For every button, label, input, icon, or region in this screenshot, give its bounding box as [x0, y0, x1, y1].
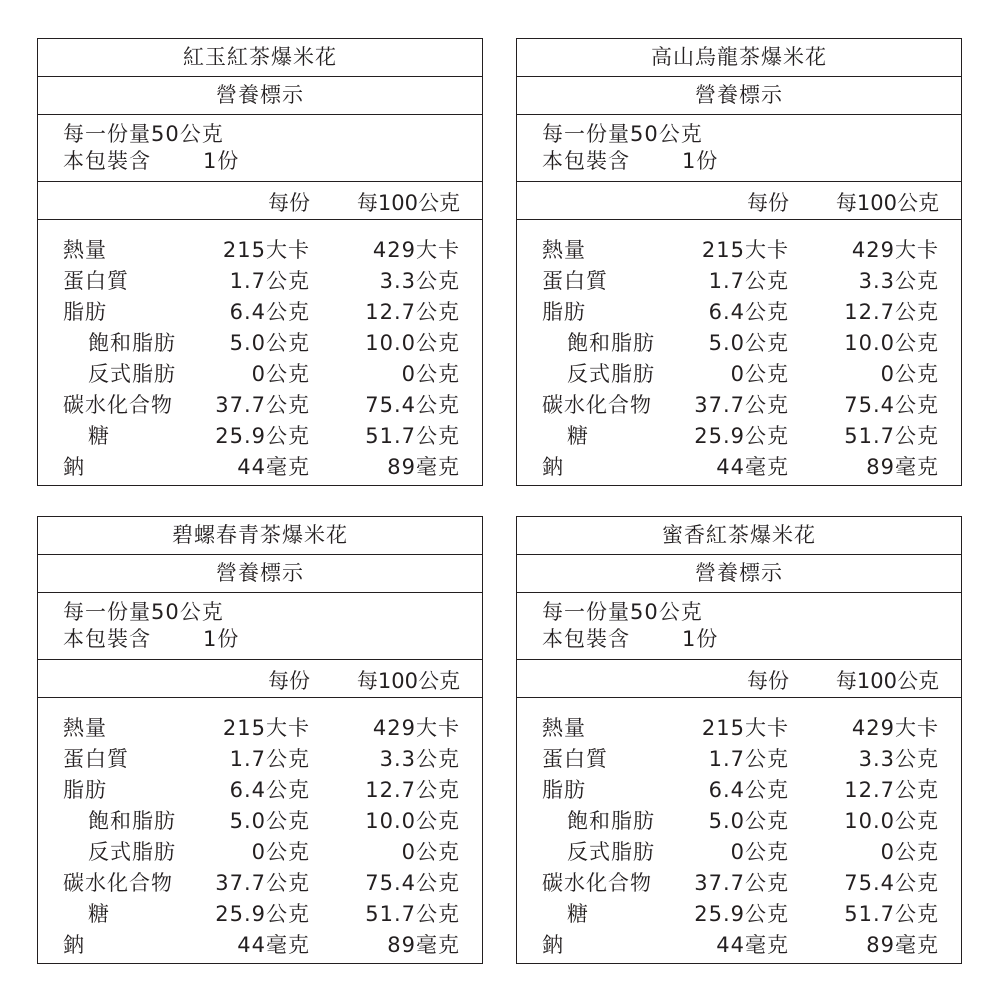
per-100g-value: 0公克 [880, 840, 939, 864]
nutrient-row [38, 741, 482, 772]
per-100g-value: 89毫克 [387, 933, 460, 957]
nutrient-row [38, 896, 482, 927]
servings-per-package-label: 本包裝含 [542, 149, 630, 173]
per-100g-value: 10.0公克 [365, 809, 460, 833]
per-100g-value: 12.7公克 [365, 300, 460, 324]
per-serving-value: 215大卡 [701, 238, 789, 262]
nutrition-panel-1 [37, 38, 483, 486]
nutrition-facts-heading: 營養標示 [517, 77, 961, 115]
servings-per-package-value: 1份 [682, 149, 719, 173]
nutrient-rows [38, 220, 482, 480]
per-serving-value: 6.4公克 [229, 778, 310, 802]
nutrient-label: 脂肪 [63, 778, 107, 802]
nutrient-label: 鈉 [63, 455, 85, 479]
nutrient-row [38, 418, 482, 449]
nutrient-label: 碳水化合物 [63, 393, 173, 417]
per-100g-value: 12.7公克 [844, 778, 939, 802]
nutrient-label: 鈉 [63, 933, 85, 957]
nutrient-label: 糖 [567, 902, 589, 926]
per-100g-value: 429大卡 [851, 238, 939, 262]
nutrient-row [517, 294, 961, 325]
per-serving-value: 44毫克 [237, 455, 310, 479]
nutrient-label: 糖 [567, 424, 589, 448]
per-100g-value: 12.7公克 [844, 300, 939, 324]
per-serving-value: 215大卡 [701, 716, 789, 740]
nutrient-row [517, 387, 961, 418]
column-header [38, 660, 482, 698]
per-100g-header: 每100公克 [356, 669, 460, 693]
nutrient-label: 飽和脂肪 [88, 331, 176, 355]
nutrient-label: 糖 [88, 424, 110, 448]
column-header [517, 182, 961, 220]
nutrient-row [38, 927, 482, 958]
per-serving-value: 44毫克 [237, 933, 310, 957]
per-100g-value: 89毫克 [387, 455, 460, 479]
nutrient-row [517, 325, 961, 356]
per-serving-value: 1.7公克 [229, 747, 310, 771]
nutrition-facts-heading: 營養標示 [38, 555, 482, 593]
nutrient-row [38, 834, 482, 865]
per-serving-value: 5.0公克 [229, 331, 310, 355]
nutrient-label: 脂肪 [542, 300, 586, 324]
serving-size-label: 每一份量 [63, 122, 151, 146]
per-serving-value: 1.7公克 [708, 747, 789, 771]
per-serving-header: 每份 [268, 669, 310, 693]
nutrient-row [38, 449, 482, 480]
nutrient-label: 脂肪 [63, 300, 107, 324]
per-serving-value: 215大卡 [222, 716, 310, 740]
servings-per-package-value: 1份 [203, 149, 240, 173]
per-serving-value: 37.7公克 [215, 871, 310, 895]
nutrient-row [517, 741, 961, 772]
nutrient-row [38, 803, 482, 834]
per-100g-value: 10.0公克 [844, 809, 939, 833]
per-100g-value: 75.4公克 [365, 871, 460, 895]
nutrition-facts-heading: 營養標示 [517, 555, 961, 593]
product-title: 紅玉紅茶爆米花 [38, 39, 482, 77]
serving-size-label: 每一份量 [542, 122, 630, 146]
nutrient-rows [38, 698, 482, 958]
per-serving-value: 6.4公克 [708, 300, 789, 324]
nutrient-row [517, 865, 961, 896]
serving-size-value: 50公克 [630, 122, 703, 146]
per-serving-value: 6.4公克 [708, 778, 789, 802]
per-100g-header: 每100公克 [835, 669, 939, 693]
nutrient-label: 飽和脂肪 [567, 331, 655, 355]
nutrient-label: 脂肪 [542, 778, 586, 802]
nutrition-facts-heading: 營養標示 [38, 77, 482, 115]
serving-size-value: 50公克 [151, 600, 224, 624]
per-100g-value: 3.3公克 [379, 269, 460, 293]
per-100g-value: 51.7公克 [365, 902, 460, 926]
nutrient-row [517, 834, 961, 865]
column-header [517, 660, 961, 698]
nutrient-row [517, 356, 961, 387]
per-100g-value: 0公克 [401, 362, 460, 386]
per-100g-value: 51.7公克 [844, 424, 939, 448]
nutrient-label: 糖 [88, 902, 110, 926]
serving-info [38, 593, 482, 660]
servings-per-package-label: 本包裝含 [63, 149, 151, 173]
per-serving-value: 0公克 [251, 840, 310, 864]
nutrient-row [517, 418, 961, 449]
per-serving-value: 37.7公克 [694, 393, 789, 417]
serving-info [517, 115, 961, 182]
per-serving-value: 5.0公克 [229, 809, 310, 833]
nutrient-label: 蛋白質 [542, 747, 608, 771]
per-serving-value: 5.0公克 [708, 331, 789, 355]
per-serving-value: 0公克 [251, 362, 310, 386]
nutrient-label: 反式脂肪 [88, 840, 176, 864]
column-header [38, 182, 482, 220]
product-title: 高山烏龍茶爆米花 [517, 39, 961, 77]
nutrient-row [38, 356, 482, 387]
nutrient-label: 飽和脂肪 [88, 809, 176, 833]
nutrient-row [38, 232, 482, 263]
nutrient-label: 鈉 [542, 933, 564, 957]
per-100g-value: 10.0公克 [365, 331, 460, 355]
per-serving-value: 215大卡 [222, 238, 310, 262]
per-serving-header: 每份 [747, 669, 789, 693]
per-serving-value: 6.4公克 [229, 300, 310, 324]
nutrient-label: 熱量 [63, 716, 107, 740]
per-serving-value: 1.7公克 [229, 269, 310, 293]
per-100g-value: 429大卡 [372, 238, 460, 262]
nutrient-label: 碳水化合物 [542, 871, 652, 895]
per-100g-value: 75.4公克 [844, 393, 939, 417]
serving-info [38, 115, 482, 182]
nutrition-panel-3 [37, 516, 483, 964]
per-100g-value: 429大卡 [851, 716, 939, 740]
per-100g-value: 12.7公克 [365, 778, 460, 802]
per-100g-value: 51.7公克 [844, 902, 939, 926]
nutrient-label: 反式脂肪 [88, 362, 176, 386]
serving-size-label: 每一份量 [542, 600, 630, 624]
nutrient-row [38, 263, 482, 294]
nutrient-row [517, 710, 961, 741]
per-serving-value: 5.0公克 [708, 809, 789, 833]
nutrient-rows [517, 698, 961, 958]
per-100g-value: 75.4公克 [365, 393, 460, 417]
per-100g-header: 每100公克 [835, 191, 939, 215]
per-100g-value: 0公克 [880, 362, 939, 386]
product-title: 碧螺春青茶爆米花 [38, 517, 482, 555]
per-serving-value: 25.9公克 [694, 902, 789, 926]
per-100g-value: 89毫克 [866, 455, 939, 479]
nutrition-panel-4 [516, 516, 962, 964]
per-serving-value: 1.7公克 [708, 269, 789, 293]
nutrient-label: 反式脂肪 [567, 840, 655, 864]
per-serving-value: 25.9公克 [215, 424, 310, 448]
per-100g-value: 10.0公克 [844, 331, 939, 355]
nutrient-rows [517, 220, 961, 480]
serving-size-value: 50公克 [151, 122, 224, 146]
nutrient-row [38, 710, 482, 741]
nutrient-row [38, 772, 482, 803]
serving-size-value: 50公克 [630, 600, 703, 624]
servings-per-package-value: 1份 [203, 627, 240, 651]
per-100g-value: 75.4公克 [844, 871, 939, 895]
per-100g-value: 3.3公克 [858, 747, 939, 771]
nutrient-label: 碳水化合物 [63, 871, 173, 895]
serving-size-label: 每一份量 [63, 600, 151, 624]
per-serving-value: 25.9公克 [215, 902, 310, 926]
nutrient-label: 鈉 [542, 455, 564, 479]
nutrient-row [517, 803, 961, 834]
nutrient-label: 蛋白質 [63, 747, 129, 771]
nutrient-row [517, 896, 961, 927]
per-serving-value: 0公克 [730, 840, 789, 864]
per-serving-value: 25.9公克 [694, 424, 789, 448]
servings-per-package-label: 本包裝含 [63, 627, 151, 651]
per-100g-value: 51.7公克 [365, 424, 460, 448]
nutrient-label: 蛋白質 [63, 269, 129, 293]
nutrient-row [38, 387, 482, 418]
per-100g-value: 3.3公克 [858, 269, 939, 293]
per-serving-header: 每份 [268, 191, 310, 215]
nutrient-label: 碳水化合物 [542, 393, 652, 417]
nutrient-row [517, 772, 961, 803]
nutrient-label: 飽和脂肪 [567, 809, 655, 833]
serving-info [517, 593, 961, 660]
per-serving-value: 37.7公克 [694, 871, 789, 895]
nutrient-row [517, 263, 961, 294]
nutrient-row [38, 325, 482, 356]
nutrition-panel-2 [516, 38, 962, 486]
nutrient-row [517, 232, 961, 263]
per-100g-value: 3.3公克 [379, 747, 460, 771]
nutrient-row [38, 865, 482, 896]
per-serving-value: 44毫克 [716, 455, 789, 479]
nutrient-label: 熱量 [63, 238, 107, 262]
per-100g-value: 0公克 [401, 840, 460, 864]
nutrient-label: 熱量 [542, 238, 586, 262]
nutrient-label: 蛋白質 [542, 269, 608, 293]
servings-per-package-value: 1份 [682, 627, 719, 651]
nutrient-label: 反式脂肪 [567, 362, 655, 386]
per-serving-value: 0公克 [730, 362, 789, 386]
nutrient-label: 熱量 [542, 716, 586, 740]
product-title: 蜜香紅茶爆米花 [517, 517, 961, 555]
per-100g-value: 89毫克 [866, 933, 939, 957]
per-serving-header: 每份 [747, 191, 789, 215]
per-serving-value: 44毫克 [716, 933, 789, 957]
per-serving-value: 37.7公克 [215, 393, 310, 417]
servings-per-package-label: 本包裝含 [542, 627, 630, 651]
per-100g-value: 429大卡 [372, 716, 460, 740]
nutrient-row [517, 449, 961, 480]
nutrient-row [38, 294, 482, 325]
nutrient-row [517, 927, 961, 958]
per-100g-header: 每100公克 [356, 191, 460, 215]
